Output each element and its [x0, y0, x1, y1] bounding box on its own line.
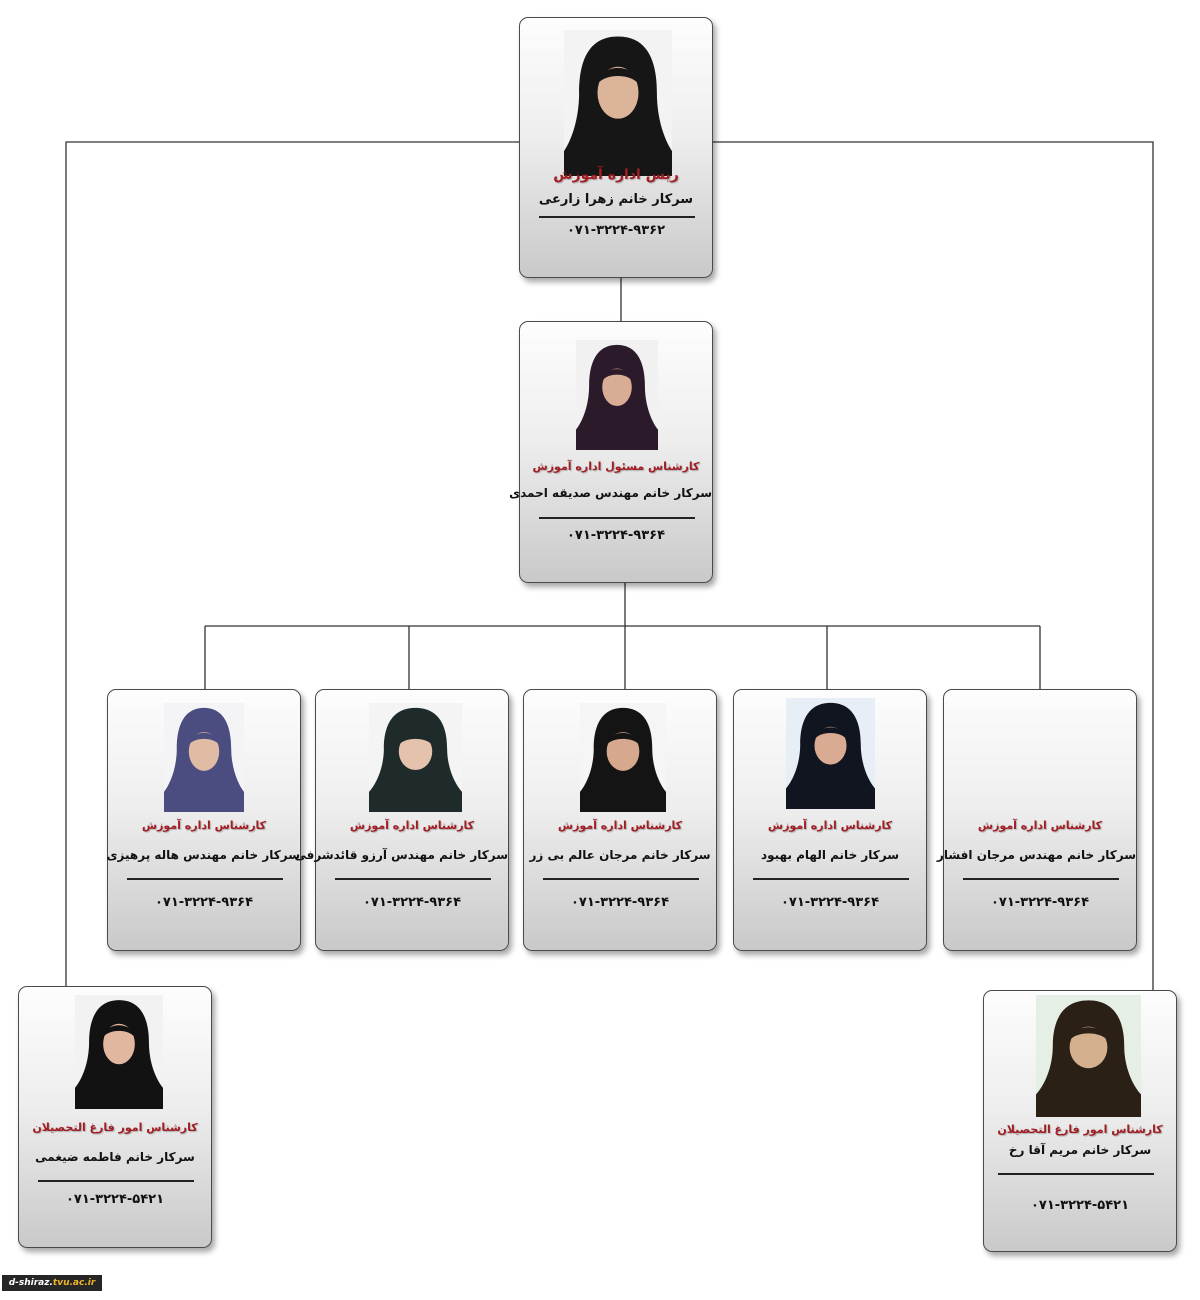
name-staff1: سرکار خانم مهندس هاله پرهیزی [106, 848, 300, 862]
divider-grad-left [38, 1180, 194, 1182]
name-staff2: سرکار خانم مهندس آرزو قائدشرفی [294, 848, 508, 862]
name-staff3: سرکار خانم مرجان عالم بی زر [529, 848, 711, 862]
divider-lead [539, 517, 695, 519]
photo-staff2 [369, 703, 462, 812]
card-staff2 [294, 689, 509, 951]
name-grad-right: سرکار خانم مریم آقا رخ [1008, 1143, 1152, 1157]
divider-staff2 [335, 878, 491, 880]
role-staff2: کارشناس اداره آموزش [349, 819, 475, 832]
photo-staff3 [580, 703, 666, 812]
card-staff1 [107, 689, 301, 951]
phone-staff1: ۰۷۱-۳۲۲۴-۹۳۶۴ [154, 895, 254, 910]
card-grad-right [983, 990, 1177, 1252]
role-staff1: کارشناس اداره آموزش [141, 819, 267, 832]
role-staff3: کارشناس اداره آموزش [557, 819, 683, 832]
phone-grad-right: ۰۷۱-۳۲۲۴-۵۴۲۱ [1030, 1198, 1130, 1213]
card-staff5 [936, 689, 1137, 951]
phone-head: ۰۷۱-۳۲۲۴-۹۳۶۲ [566, 223, 666, 238]
phone-grad-left: ۰۷۱-۳۲۲۴-۵۴۲۱ [65, 1192, 165, 1207]
name-grad-left: سرکار خانم فاطمه ضیغمی [35, 1150, 195, 1164]
photo-grad-right [1036, 995, 1141, 1117]
name-lead: سرکار خانم مهندس صدیقه احمدی [509, 486, 712, 500]
name-staff4: سرکار خانم الهام بهبود [760, 848, 900, 862]
watermark-domain: tvu.ac.ir [52, 1278, 96, 1288]
photo-lead [576, 340, 658, 450]
divider-staff1 [127, 878, 283, 880]
divider-staff4 [753, 878, 909, 880]
name-head: سرکار خانم زهرا زارعی [538, 192, 694, 207]
site-watermark [2, 1275, 102, 1291]
phone-staff2: ۰۷۱-۳۲۲۴-۹۳۶۴ [362, 895, 462, 910]
card-head [519, 17, 713, 278]
divider-head [539, 216, 695, 218]
divider-grad-right [998, 1173, 1154, 1175]
photo-grad-left [75, 995, 163, 1109]
role-staff5: کارشناس اداره آموزش [977, 819, 1103, 832]
role-grad-right: کارشناس امور فارغ التحصیلان [997, 1123, 1163, 1136]
photo-head [564, 30, 672, 176]
role-lead: کارشناس مسئول اداره آموزش [532, 460, 700, 473]
divider-staff3 [543, 878, 699, 880]
watermark-prefix: d-shiraz. [8, 1278, 53, 1288]
card-lead [509, 321, 713, 583]
phone-staff5: ۰۷۱-۳۲۲۴-۹۳۶۴ [990, 895, 1090, 910]
role-head: ریس اداره آموزش [553, 167, 679, 183]
phone-lead: ۰۷۱-۳۲۲۴-۹۳۶۴ [566, 528, 666, 543]
name-staff5: سرکار خانم مهندس مرجان افشار [936, 848, 1136, 862]
photo-staff4 [786, 698, 875, 809]
divider-staff5 [963, 878, 1119, 880]
card-staff3 [523, 689, 717, 951]
role-staff4: کارشناس اداره آموزش [767, 819, 893, 832]
phone-staff3: ۰۷۱-۳۲۲۴-۹۳۶۴ [570, 895, 670, 910]
role-grad-left: کارشناس امور فارغ التحصیلان [32, 1121, 198, 1134]
photo-staff1 [164, 703, 244, 812]
phone-staff4: ۰۷۱-۳۲۲۴-۹۳۶۴ [780, 895, 880, 910]
card-staff4 [733, 689, 927, 951]
card-grad-left [18, 986, 212, 1248]
